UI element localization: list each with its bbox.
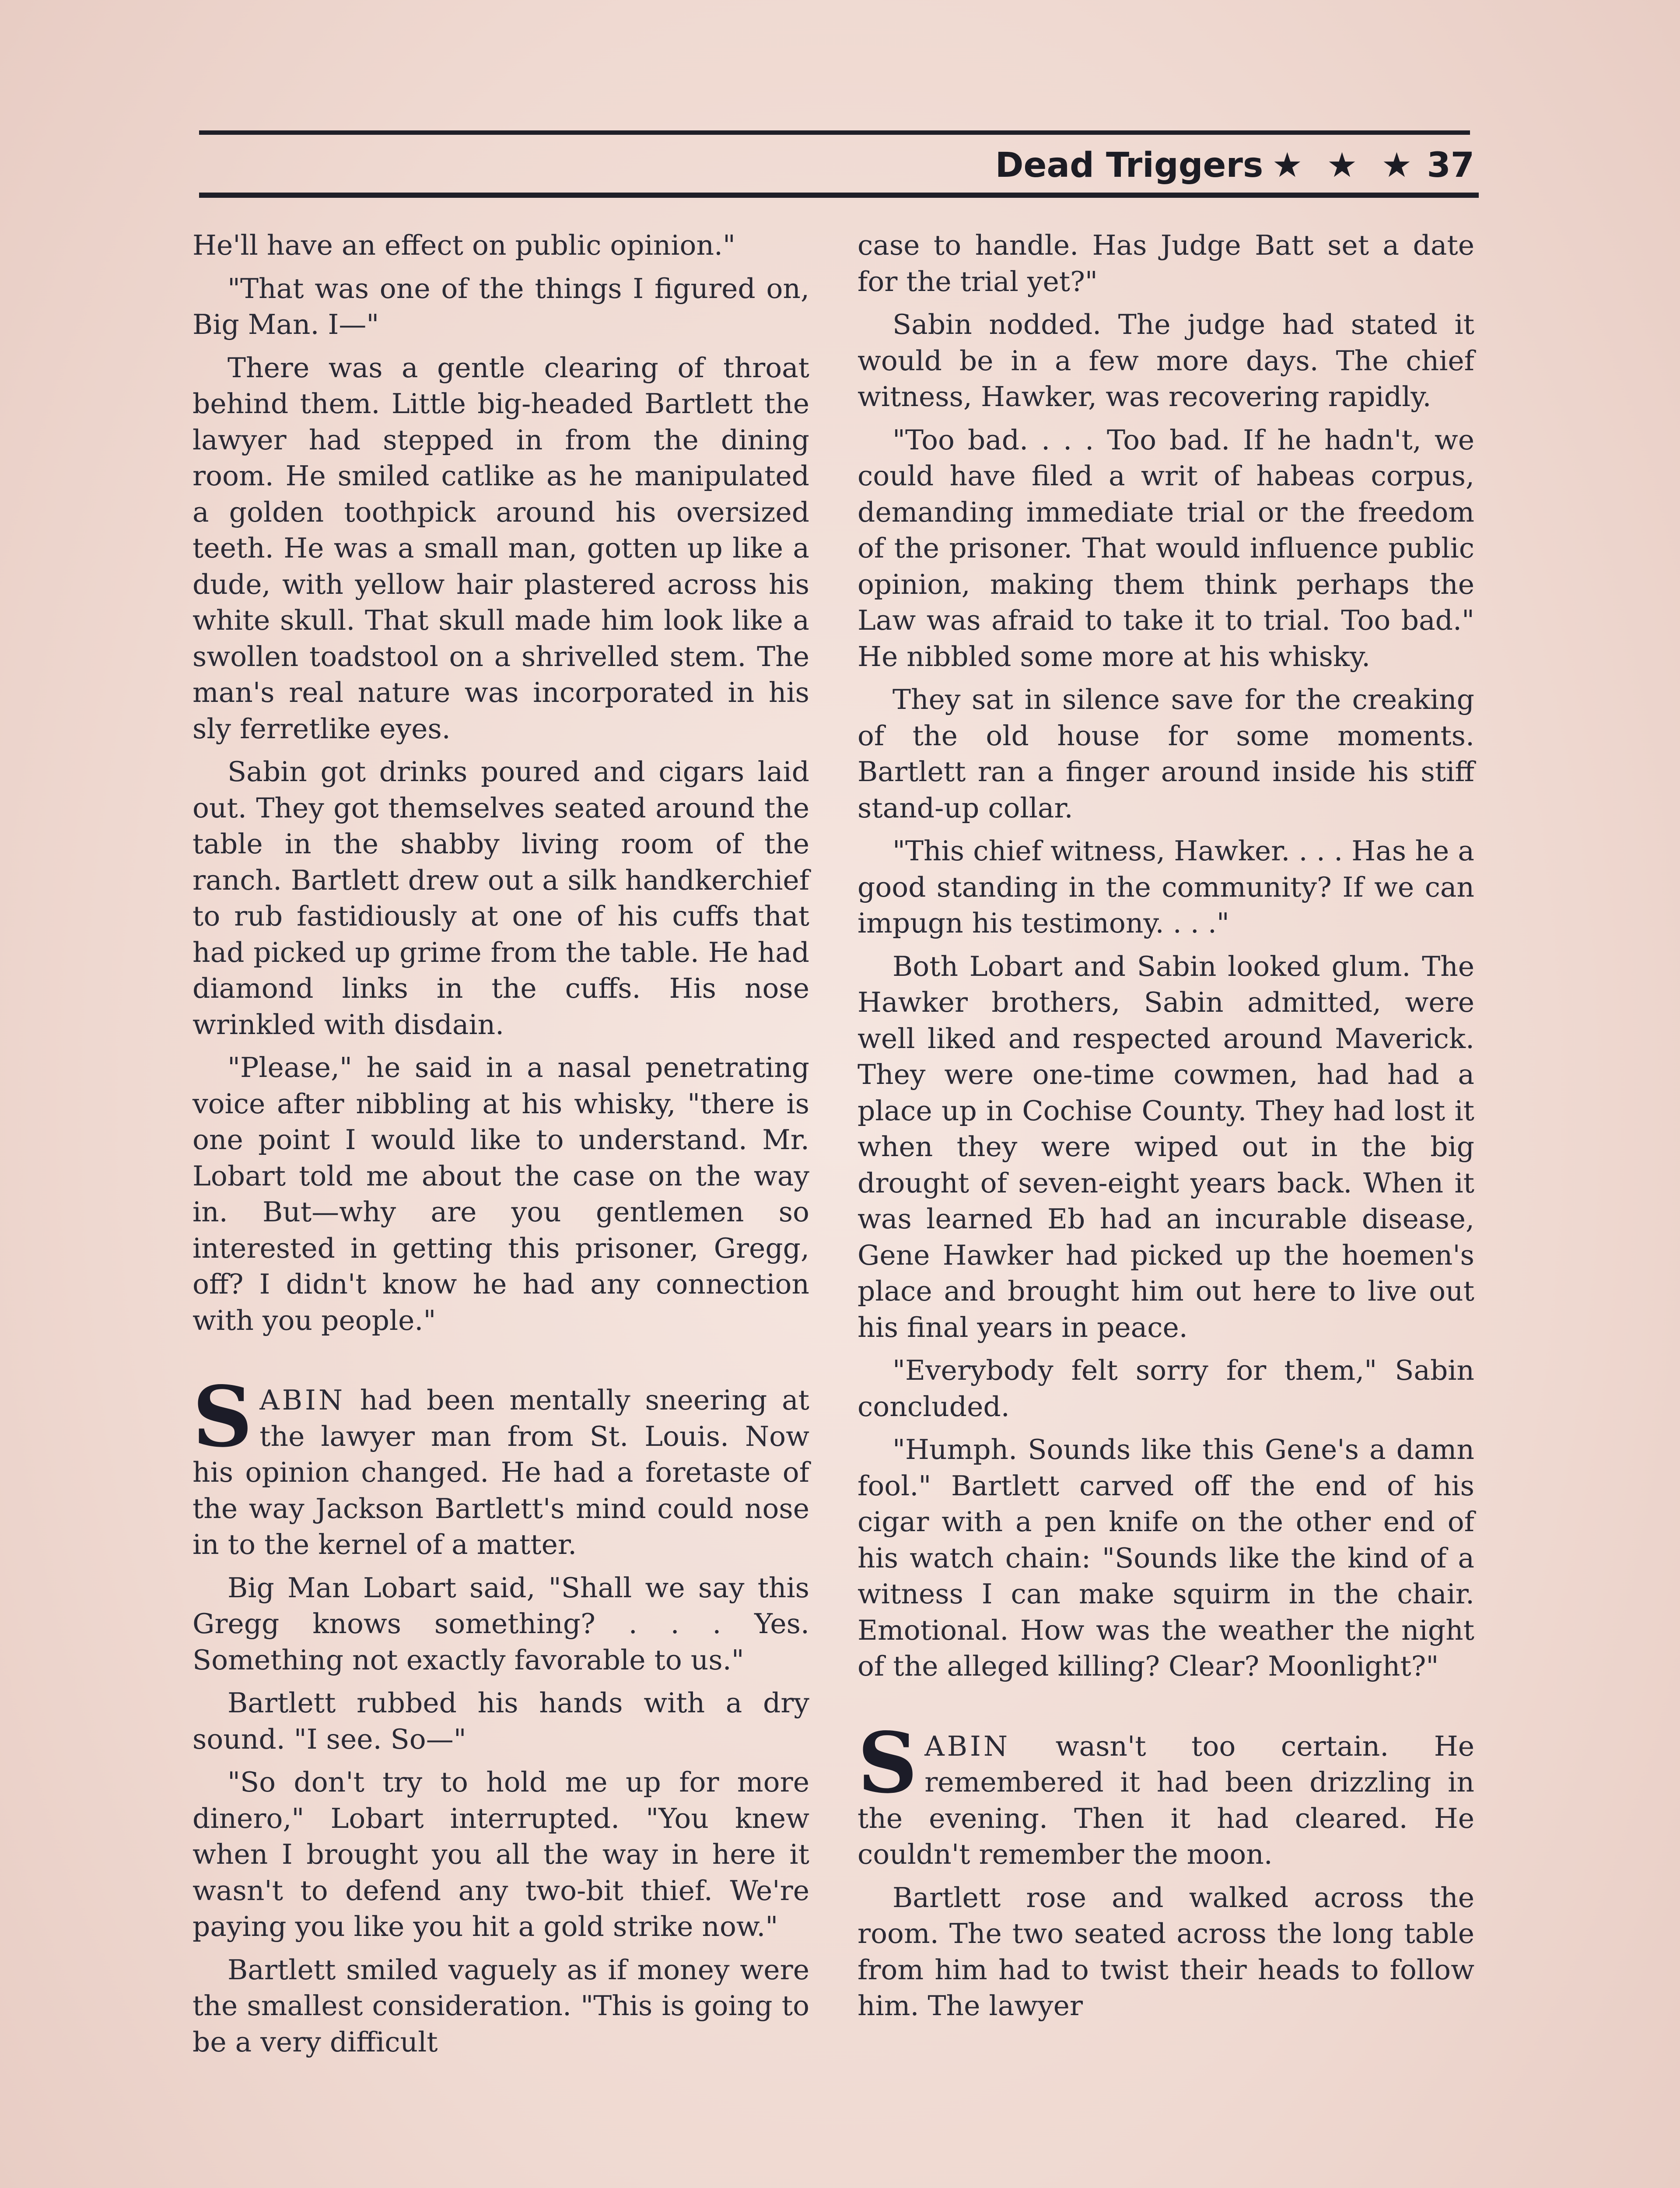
paragraph: Sabin got drinks poured and cigars laid out. They got themselves seated around the table in the shabby living room of the ranch. Bartlett drew out a silk handkerchief to rub fastidiously at one of his cuffs that had picked up grime from the table. He had diamond links in the cuffs. His nose wrinkled with disdain.	[192, 756, 809, 1041]
star-ornaments: ★ ★ ★	[1272, 146, 1418, 185]
left-text-column	[192, 228, 809, 2067]
header-rule-top	[199, 130, 1470, 135]
paragraph: "Humph. Sounds like this Gene's a damn fool." Bartlett carved off the end of his cigar with a pen knife on the other end of his watch chain: "Sounds like the kind of a witness I can make squirm in the chair. Emotional. How was the weather the night of the alleged killing? Clear? Moonlight?"	[858, 1434, 1474, 1682]
paragraph: He'll have an effect on public opinion."	[192, 229, 736, 261]
paragraph: "That was one of the things I figured on, Big Man. I—"	[192, 272, 809, 340]
small-caps-lead: ABIN	[924, 1730, 1011, 1762]
paragraph: Bartlett smiled vaguely as if money were the smallest consideration. "This is going to be a very difficult	[192, 1953, 809, 2058]
page-number: 37	[1427, 146, 1474, 185]
small-caps-lead: ABIN	[259, 1384, 346, 1416]
section-opening-paragraph	[858, 1714, 1474, 1873]
story-title: Dead Triggers	[995, 146, 1264, 185]
paragraph: "Too bad. . . . Too bad. If he hadn't, we could have filed a writ of habeas corpus, demanding immediate trial or the freedom of the prisoner. That would influence public opinion, making them think perhaps the Law was afraid to take it to trial. Too bad." He nibbled some more at his whisky.	[858, 424, 1474, 673]
paragraph: Both Lobart and Sabin looked glum. The Hawker brothers, Sabin admitted, were well liked and respected around Maverick. They were one-time cowmen, had had a place up in Cochise County. They had lost it when they were wiped out in the big drought of seven-eight years back. When it was learned Eb had an incurable disease, Gene Hawker had picked up the hoemen's place and brought him out here to live out his final years in peace.	[858, 950, 1474, 1343]
paragraph: "Please," he said in a nasal penetrating voice after nibbling at his whisky, "there is one point I would like to understand. Mr. Lobart told me about the case on the way in. But—why are you gentlemen so interested in getting this prisoner, Gregg, off? I didn't know he had any connection with you people."	[192, 1052, 809, 1336]
running-head	[995, 139, 1474, 192]
drop-cap: S	[192, 1368, 253, 1466]
header-rule-bottom	[199, 193, 1479, 198]
paragraph: "So don't try to hold me up for more dinero," Lobart interrupted. "You knew when I brought you all the way in here it wasn't to defend any two-bit thief. We're paying you like you hit a gold strike now."	[192, 1766, 809, 1943]
paragraph-text: had been mentally sneering at the lawyer man from St. Louis. Now his opinion changed. He had a foretaste of the way Jackson Bartlett's mind could nose in to the kernel of a matter.	[192, 1384, 809, 1560]
paragraph: Bartlett rose and walked across the room. The two seated across the long table from him had to twist their heads to follow him. The lawyer	[858, 1881, 1474, 2022]
paragraph: Bartlett rubbed his hands with a dry sound. "I see. So—"	[192, 1687, 809, 1755]
paragraph: "This chief witness, Hawker. . . . Has he a good standing in the community? If we can impugn his testimony. . . ."	[858, 835, 1474, 939]
paragraph: They sat in silence save for the creaking of the old house for some moments. Bartlett ran a finger around inside his stiff stand-up collar.	[858, 684, 1474, 824]
paragraph: "Everybody felt sorry for them," Sabin concluded.	[858, 1354, 1474, 1423]
paragraph-text: wasn't too certain. He remembered it had been drizzling in the evening. Then it had cleared. He couldn't remember the moon.	[858, 1730, 1474, 1870]
paragraph: case to handle. Has Judge Batt set a date for the trial yet?"	[858, 229, 1474, 298]
paragraph: Sabin nodded. The judge had stated it would be in a few more days. The chief witness, Hawker, was recovering rapidly.	[858, 309, 1474, 413]
right-text-column	[858, 228, 1474, 2031]
paragraph: Big Man Lobart said, "Shall we say this Gregg knows something? . . . Yes. Something not exactly favorable to us."	[192, 1571, 809, 1676]
paragraph: There was a gentle clearing of throat behind them. Little big-headed Bartlett the lawyer had stepped in from the dining room. He smiled catlike as he manipulated a golden toothpick around his oversized teeth. He was a small man, gotten up like a dude, with yellow hair plastered across his white skull. That skull made him look like a swollen toadstool on a shrivelled stem. The man's real nature was incorporated in his sly ferretlike eyes.	[192, 351, 809, 745]
drop-cap: S	[858, 1714, 918, 1812]
section-opening-paragraph	[192, 1368, 809, 1563]
